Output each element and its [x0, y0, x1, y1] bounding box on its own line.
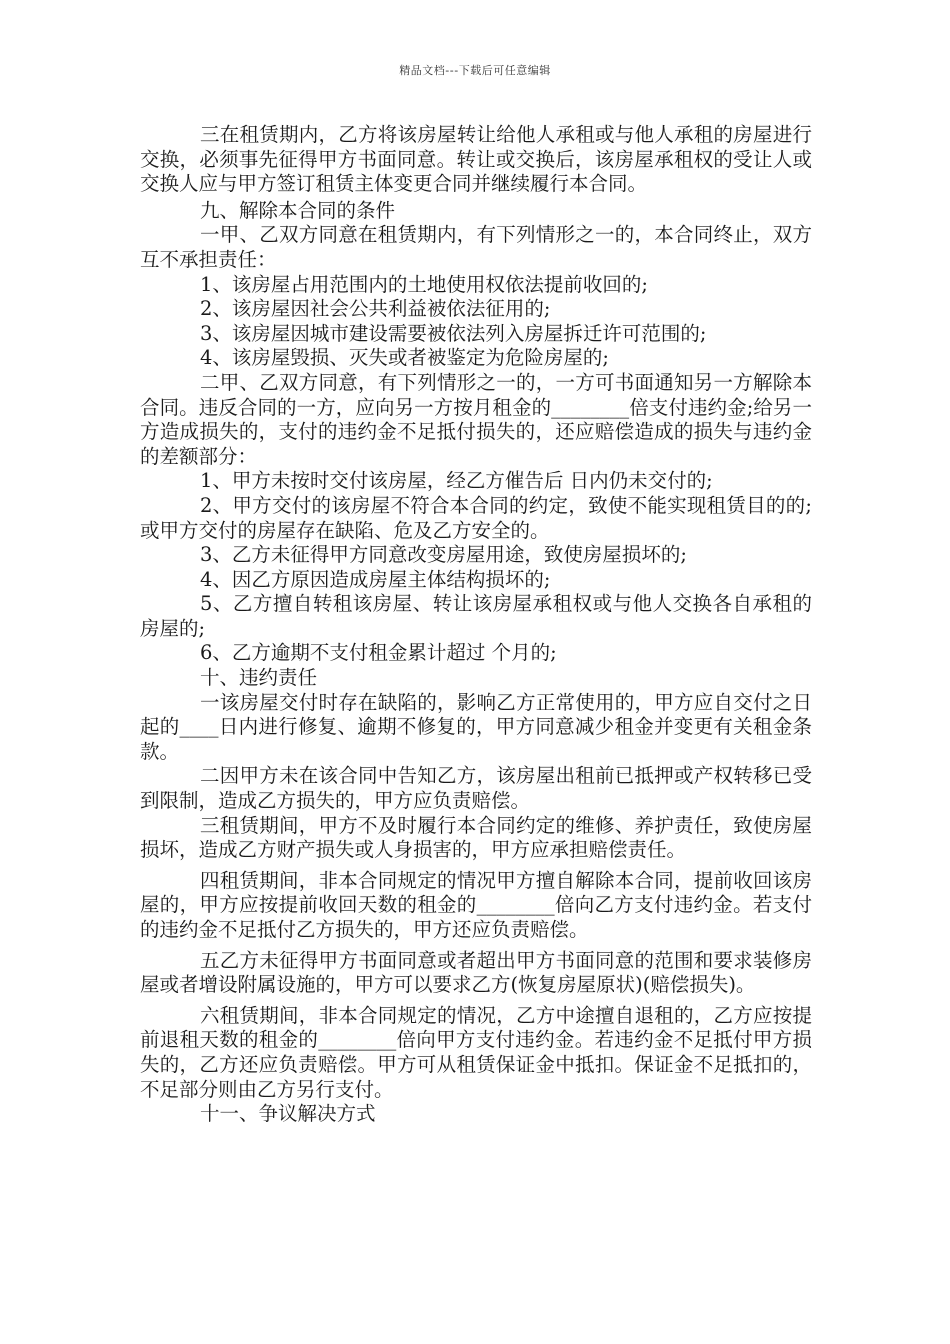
list-item: 6、乙方逾期不支付租金累计超过 个月的; — [200, 641, 557, 665]
page-header: 精品文档---下载后可任意编辑 — [399, 64, 551, 77]
document-body — [140, 123, 812, 1127]
section-heading: 九、解除本合同的条件 — [200, 198, 396, 222]
paragraph: 四租赁期间，非本合同规定的情况甲方擅自解除本合同，提前收回该房屋的，甲方应按提前收回天数的租金的________倍向乙方支付违约金。若支付的违约金不足抵付乙方损失的，甲方还应负责赔偿。 — [140, 868, 812, 941]
list-item: 4、该房屋毁损、灭失或者被鉴定为危险房屋的; — [200, 346, 609, 370]
list-item: 5、乙方擅自转租该房屋、转让该房屋承租权或与他人交换各自承租的房屋的; — [140, 592, 812, 640]
list-item: 2、甲方交付的该房屋不符合本合同的约定，致使不能实现租赁目的的;或甲方交付的房屋存在缺陷、危及乙方安全的。 — [140, 493, 812, 542]
list-item: 4、因乙方原因造成房屋主体结构损坏的; — [200, 567, 551, 591]
list-item: 3、该房屋因城市建设需要被依法列入房屋拆迁许可范围的; — [200, 321, 707, 345]
paragraph: 一甲、乙双方同意在租赁期内，有下列情形之一的，本合同终止，双方互不承担责任： — [140, 223, 812, 271]
paragraph: 一该房屋交付时存在缺陷的，影响乙方正常使用的，甲方应自交付之日起的____日内进行修复、逾期不修复的，甲方同意减少租金并变更有关租金条款。 — [140, 690, 812, 763]
paragraph: 三租赁期间，甲方不及时履行本合同约定的维修、养护责任，致使房屋损坏，造成乙方财产损失或人身损害的，甲方应承担赔偿责任。 — [140, 813, 812, 862]
list-item: 3、乙方未征得甲方同意改变房屋用途，致使房屋损坏的; — [200, 543, 687, 567]
paragraph: 三在租赁期内，乙方将该房屋转让给他人承租或与他人承租的房屋进行交换，必须事先征得甲方书面同意。转让或交换后，该房屋承租权的受让人或交换人应与甲方签订租赁主体变更合同并继续履行本合同。 — [140, 123, 812, 196]
list-item: 1、该房屋占用范围内的土地使用权依法提前收回的; — [200, 272, 648, 296]
section-heading: 十、违约责任 — [200, 666, 318, 690]
paragraph: 二因甲方未在该合同中告知乙方，该房屋出租前已抵押或产权转移已受到限制，造成乙方损失的，甲方应负责赔偿。 — [140, 764, 812, 813]
paragraph: 二甲、乙双方同意，有下列情形之一的，一方可书面通知另一方解除本合同。违反合同的一方，应向另一方按月租金的________倍支付违约金;给另一方造成损失的，支付的违约金不足抵付损失的，还应赔偿造成的损失与违约金的差额部分： — [140, 370, 812, 468]
paragraph: 六租赁期间，非本合同规定的情况，乙方中途擅自退租的，乙方应按提前退租天数的租金的________倍向甲方支付违约金。若违约金不足抵付甲方损失的，乙方还应负责赔偿。甲方可从租赁保证金中抵扣。保证金不足抵扣的，不足部分则由乙方另行支付。 — [140, 1003, 812, 1101]
section-heading: 十一、争议解决方式 — [200, 1102, 376, 1126]
list-item: 2、该房屋因社会公共利益被依法征用的; — [200, 297, 551, 321]
list-item: 1、甲方未按时交付该房屋，经乙方催告后 日内仍未交付的; — [200, 469, 713, 493]
paragraph: 五乙方未征得甲方书面同意或者超出甲方书面同意的范围和要求装修房屋或者增设附属设施的，甲方可以要求乙方(恢复房屋原状)(赔偿损失)。 — [140, 948, 812, 997]
